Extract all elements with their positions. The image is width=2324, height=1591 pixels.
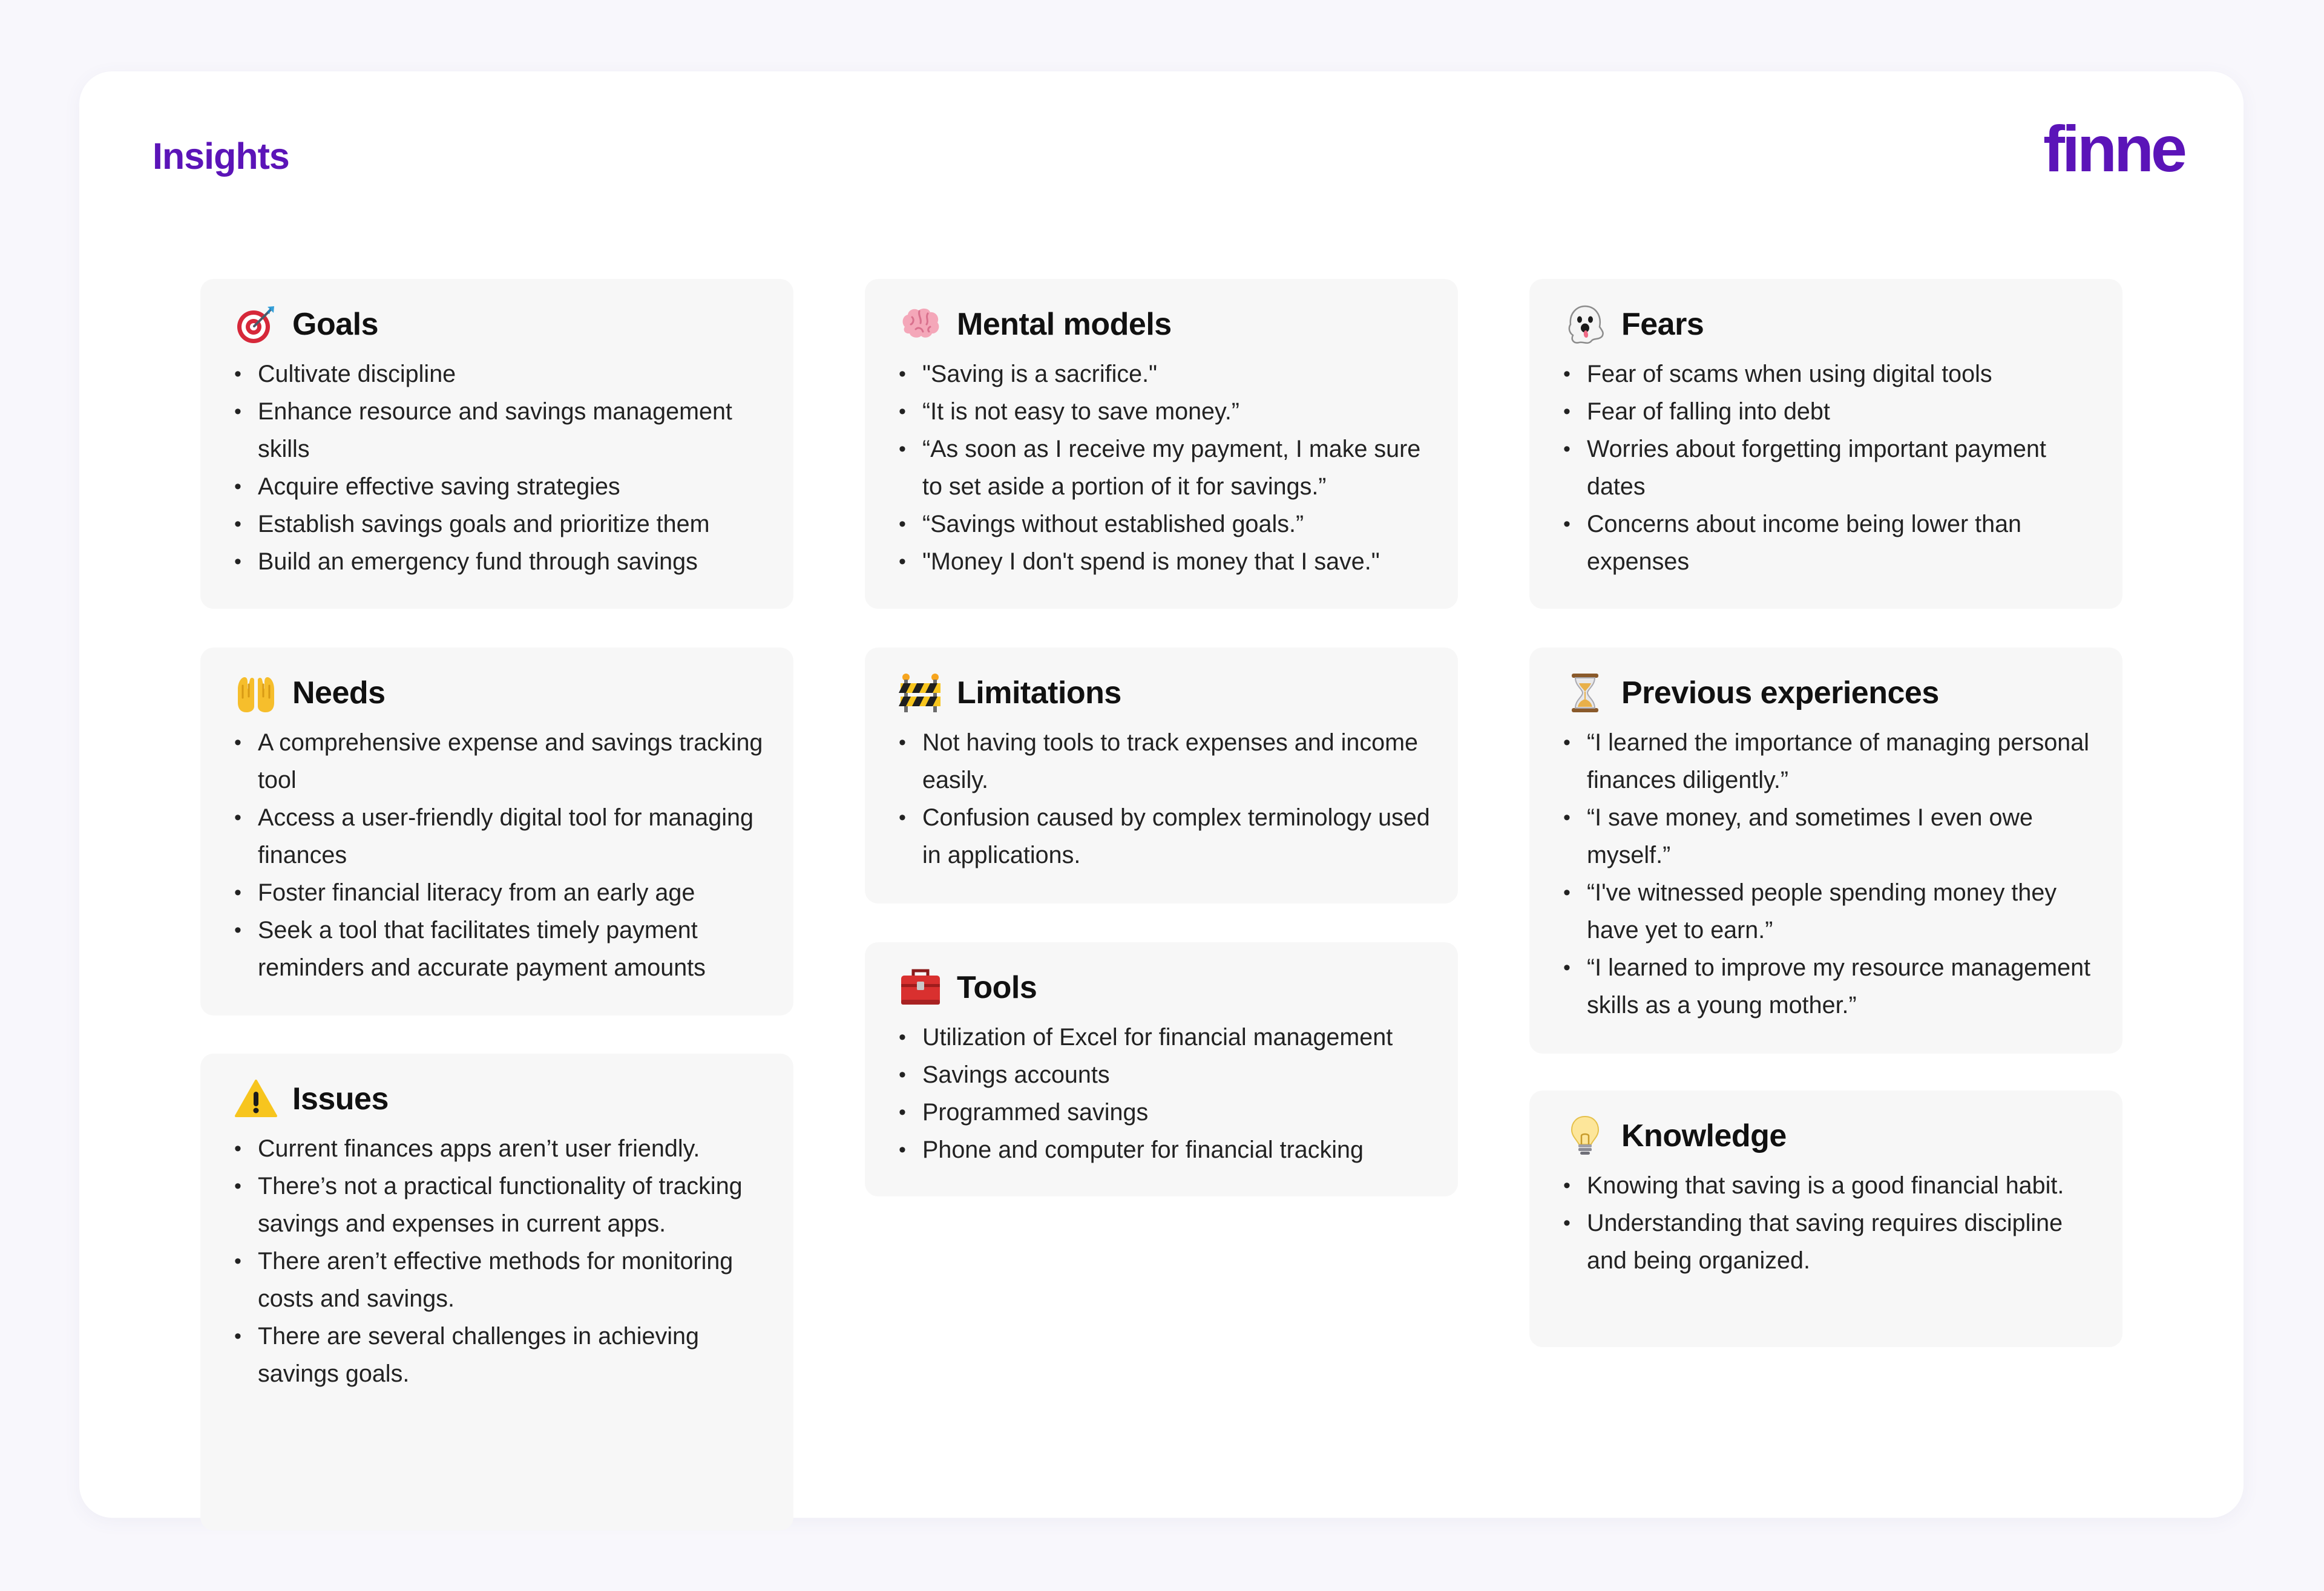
list-item: • “It is not easy to save money.” bbox=[899, 393, 1434, 430]
bullet-list bbox=[1563, 355, 2098, 580]
tools-card bbox=[865, 942, 1458, 1196]
ghost-icon bbox=[1563, 303, 1607, 346]
toolbox-icon bbox=[899, 966, 942, 1009]
list-item: • Understanding that saving requires discipline and being organized. bbox=[1563, 1204, 2098, 1279]
list-item: • Establish savings goals and prioritize them bbox=[234, 505, 769, 543]
previous-experiences-card bbox=[1529, 648, 2122, 1054]
issues-card bbox=[200, 1054, 793, 1530]
bullet-list bbox=[899, 724, 1434, 874]
list-item: • Programmed savings bbox=[899, 1094, 1434, 1131]
insights-board bbox=[79, 71, 2244, 1518]
list-item: • Cultivate discipline bbox=[234, 355, 769, 393]
card-header bbox=[1563, 302, 2098, 347]
list-item: • Fear of falling into debt bbox=[1563, 393, 2098, 430]
fears-card bbox=[1529, 279, 2122, 609]
hourglass-icon bbox=[1563, 671, 1607, 715]
list-item: • “As soon as I receive my payment, I make sure to set aside a portion of it for savings.” bbox=[899, 430, 1434, 505]
card-header bbox=[234, 302, 769, 347]
card-header bbox=[1563, 1114, 2098, 1158]
list-item: • Worries about forgetting important payment dates bbox=[1563, 430, 2098, 505]
card-title: Previous experiences bbox=[1621, 675, 1939, 710]
light-bulb-icon bbox=[1563, 1114, 1607, 1158]
card-title: Limitations bbox=[957, 675, 1121, 710]
card-title: Fears bbox=[1621, 307, 1704, 342]
raised-hands-icon bbox=[234, 671, 278, 715]
list-item: • “I've witnessed people spending money they have yet to earn.” bbox=[1563, 874, 2098, 949]
list-item: • Seek a tool that facilitates timely payment reminders and accurate payment amounts bbox=[234, 911, 769, 986]
card-header bbox=[899, 965, 1434, 1010]
warning-icon bbox=[234, 1077, 278, 1121]
card-header bbox=[1563, 671, 2098, 715]
list-item: • Concerns about income being lower than expenses bbox=[1563, 505, 2098, 580]
bullet-list bbox=[1563, 1167, 2098, 1279]
list-item: • A comprehensive expense and savings tracking tool bbox=[234, 724, 769, 799]
list-item: • Foster financial literacy from an early age bbox=[234, 874, 769, 911]
list-item: • There aren’t effective methods for monitoring costs and savings. bbox=[234, 1242, 769, 1317]
card-header bbox=[234, 1077, 769, 1121]
brand-logo: finne bbox=[2043, 112, 2184, 185]
list-item: • Phone and computer for financial tracking bbox=[899, 1131, 1434, 1169]
limitations-card bbox=[865, 648, 1458, 904]
list-item: • Fear of scams when using digital tools bbox=[1563, 355, 2098, 393]
card-title: Goals bbox=[292, 307, 378, 342]
construction-barrier-icon bbox=[899, 671, 942, 715]
list-item: • Knowing that saving is a good financial habit. bbox=[1563, 1167, 2098, 1204]
list-item: • “I learned to improve my resource management skills as a young mother.” bbox=[1563, 949, 2098, 1024]
list-item: • Not having tools to track expenses and income easily. bbox=[899, 724, 1434, 799]
list-item: • Current finances apps aren’t user friendly. bbox=[234, 1130, 769, 1167]
list-item: • "Saving is a sacrifice." bbox=[899, 355, 1434, 393]
target-icon bbox=[234, 303, 278, 346]
goals-card bbox=[200, 279, 793, 609]
brain-icon bbox=[899, 303, 942, 346]
card-title: Mental models bbox=[957, 307, 1172, 342]
list-item: • “I save money, and sometimes I even owe myself.” bbox=[1563, 799, 2098, 874]
list-item: • Enhance resource and savings management skills bbox=[234, 393, 769, 468]
list-item: • There’s not a practical functionality of tracking savings and expenses in current apps. bbox=[234, 1167, 769, 1242]
card-title: Knowledge bbox=[1621, 1118, 1787, 1153]
bullet-list bbox=[234, 724, 769, 986]
page-title: Insights bbox=[153, 136, 289, 177]
list-item: • Build an emergency fund through savings bbox=[234, 543, 769, 580]
list-item: • Utilization of Excel for financial management bbox=[899, 1019, 1434, 1056]
mental-models-card bbox=[865, 279, 1458, 609]
knowledge-card bbox=[1529, 1091, 2122, 1347]
bullet-list bbox=[899, 1019, 1434, 1169]
card-header bbox=[899, 671, 1434, 715]
card-title: Needs bbox=[292, 675, 386, 710]
list-item: • "Money I don't spend is money that I save." bbox=[899, 543, 1434, 580]
bullet-list bbox=[899, 355, 1434, 580]
list-item: • “I learned the importance of managing personal finances diligently.” bbox=[1563, 724, 2098, 799]
needs-card bbox=[200, 648, 793, 1015]
list-item: • Acquire effective saving strategies bbox=[234, 468, 769, 505]
list-item: • Savings accounts bbox=[899, 1056, 1434, 1094]
card-title: Tools bbox=[957, 970, 1037, 1005]
bullet-list bbox=[234, 1130, 769, 1393]
bullet-list bbox=[234, 355, 769, 580]
list-item: • Access a user-friendly digital tool for managing finances bbox=[234, 799, 769, 874]
card-header bbox=[899, 302, 1434, 347]
card-title: Issues bbox=[292, 1081, 389, 1117]
list-item: • There are several challenges in achieving savings goals. bbox=[234, 1317, 769, 1393]
card-header bbox=[234, 671, 769, 715]
list-item: • “Savings without established goals.” bbox=[899, 505, 1434, 543]
list-item: • Confusion caused by complex terminology used in applications. bbox=[899, 799, 1434, 874]
bullet-list bbox=[1563, 724, 2098, 1024]
